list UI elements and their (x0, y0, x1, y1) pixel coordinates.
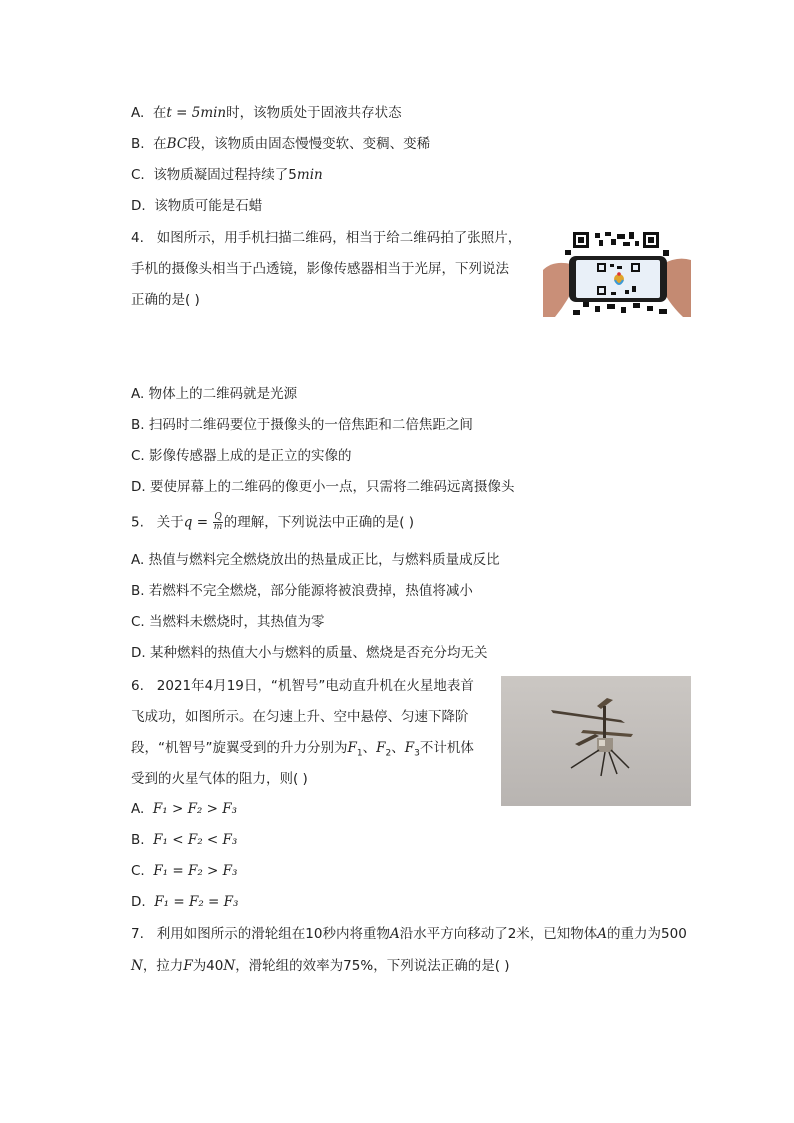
q4-option-a: A. 物体上的二维码就是光源 (131, 386, 298, 402)
q7-number: 7. (131, 926, 144, 942)
q3-option-d: D. 该物质可能是石蜡 (131, 198, 263, 214)
q5-option-c: C. 当燃料未燃烧时，其热值为零 (131, 614, 325, 630)
q5-number: 5. (131, 514, 144, 531)
q5-option-a: A. 热值与燃料完全燃烧放出的热量成正比，与燃料质量成反比 (131, 552, 500, 568)
q6-stem-line4: 受到的火星气体的阻力，则( ) (131, 771, 308, 787)
qr-scan-photo (543, 230, 691, 317)
q6-option-d: D. F₁ = F₂ = F₃ (131, 894, 239, 910)
q4-number: 4. (131, 230, 144, 246)
q5-option-b: B. 若燃料不完全燃烧，部分能源将被浪费掉，热值将减小 (131, 583, 473, 599)
q4-option-b: B. 扫码时二维码要位于摄像头的一倍焦距和二倍焦距之间 (131, 417, 473, 433)
q5-fraction: $\frac{Q}{m}$ (213, 512, 223, 532)
q6-stem-line3: 段，“机智号”旋翼受到的升力分别为$F_1$、$F_2$、$F_3$不计机体 (131, 740, 474, 759)
q3-option-a: A. 在t = 5min时，该物质处于固液共存状态 (131, 105, 402, 121)
q5-stem: 5. 关于q = $\frac{Q}{m}$ 的理解，下列说法中正确的是( ) (131, 512, 415, 532)
q5-option-d: D. 某种燃料的热值大小与燃料的质量、燃烧是否充分均无关 (131, 645, 488, 661)
q6-option-b: B. F₁ < F₂ < F₃ (131, 832, 238, 848)
q4-stem-line2: 手机的摄像头相当于凸透镜，影像传感器相当于光屏，下列说法 (131, 261, 509, 277)
q4-option-d: D. 要使屏幕上的二维码的像更小一点，只需将二维码远离摄像头 (131, 479, 515, 495)
q7-stem-line2: N，拉力F为40N，滑轮组的效率为75%，下列说法正确的是( ) (131, 958, 510, 974)
q4-option-c: C. 影像传感器上成的是正立的实像的 (131, 448, 352, 464)
q6-number: 6. (131, 678, 144, 694)
q6-option-a: A. F₁ > F₂ > F₃ (131, 801, 238, 817)
q6-stem-line1: 6. 2021年4月19日，“机智号”电动直升机在火星地表首 (131, 678, 474, 694)
helicopter-photo (501, 676, 691, 806)
q7-stem-line1: 7. 利用如图所示的滑轮组在10秒内将重物A沿水平方向移动了2米，已知物体A的重力为500 (131, 926, 687, 942)
q4-stem-line1: 4. 如图所示，用手机扫描二维码，相当于给二维码拍了张照片， (131, 230, 522, 246)
q3-option-c: C. 该物质凝固过程持续了5min (131, 167, 323, 183)
q6-stem-line2: 飞成功，如图所示。在匀速上升、空中悬停、匀速下降阶 (131, 709, 469, 725)
q6-option-c: C. F₁ = F₂ > F₃ (131, 863, 238, 879)
q3-option-b: B. 在BC段，该物质由固态慢慢变软、变稠、变稀 (131, 136, 431, 152)
q4-stem-line3: 正确的是( ) (131, 292, 200, 308)
